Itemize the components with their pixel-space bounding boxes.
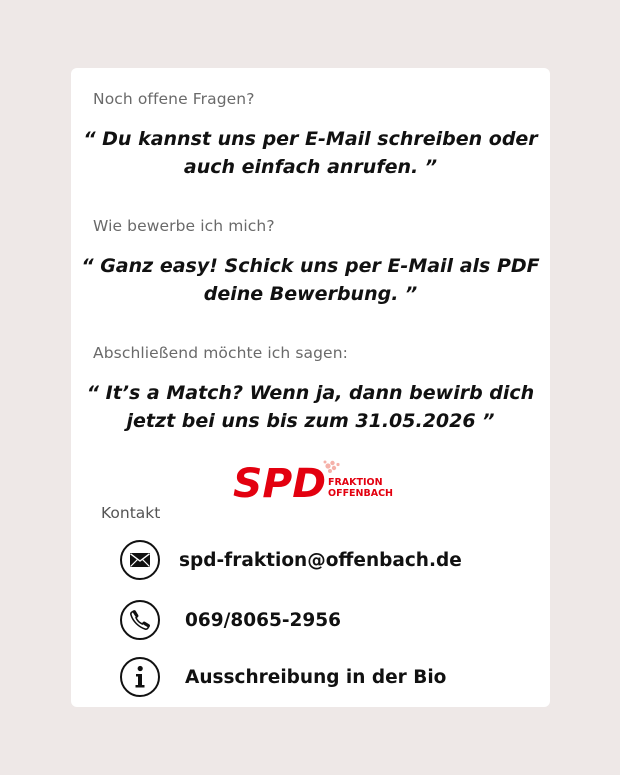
question-open-questions: Noch offene Fragen? [93, 90, 255, 108]
answer-open-questions [71, 125, 550, 181]
contact-phone-row[interactable] [120, 598, 341, 642]
answer-line: jetzt bei uns bis zum 31.05.2026 ” [126, 410, 495, 432]
answer-line: “ Ganz easy! Schick uns per E-Mail als PDF [81, 255, 540, 277]
answer-line: “ It’s a Match? Wenn ja, dann bewirb dich [86, 382, 535, 404]
answer-final-words [71, 379, 550, 435]
phone-icon [120, 600, 160, 640]
contact-heading: Kontakt [101, 504, 161, 522]
logo-offenbach-text: OFFENBACH [328, 488, 393, 499]
logo-spd-text: SPD [233, 461, 326, 503]
envelope-icon [120, 540, 160, 580]
answer-line: auch einfach anrufen. ” [183, 156, 438, 178]
question-final-words: Abschließend möchte ich sagen: [93, 344, 348, 362]
contact-phone[interactable]: 069/8065-2956 [185, 609, 342, 631]
contact-email-row[interactable] [120, 538, 462, 582]
spd-fraktion-logo [233, 457, 393, 503]
answer-line: “ Du kannst uns per E-Mail schreiben oder [83, 128, 538, 150]
contact-email[interactable]: spd-fraktion@offenbach.de [179, 549, 462, 571]
info-card [71, 68, 550, 707]
contact-info[interactable]: Ausschreibung in der Bio [185, 666, 447, 688]
question-how-to-apply: Wie bewerbe ich mich? [93, 217, 275, 235]
logo-fraktion-text: FRAKTION [328, 477, 383, 488]
answer-line: deine Bewerbung. ” [203, 283, 418, 305]
contact-info-row[interactable] [120, 655, 446, 699]
answer-how-to-apply [71, 252, 550, 308]
info-icon [120, 657, 160, 697]
